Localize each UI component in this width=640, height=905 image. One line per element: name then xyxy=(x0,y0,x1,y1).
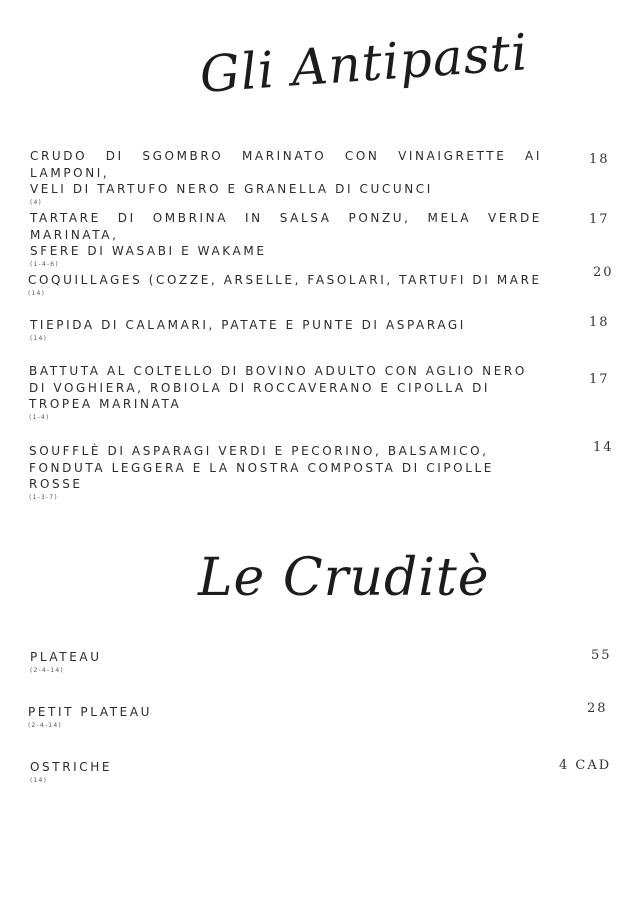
menu-item-allergens: (2-4-14) xyxy=(28,721,62,729)
menu-item xyxy=(29,363,541,421)
menu-item-name: CRUDO DI SGOMBRO MARINATO CON VINAIGRETTE AI LAMPONI, VELI DI TARTUFO NERO E GRANELLA DI CUCUNCI xyxy=(30,149,542,196)
menu-item-allergens: (1-4-6) xyxy=(30,260,59,268)
menu-item xyxy=(30,759,330,784)
menu-item xyxy=(28,704,328,729)
menu-item-price: 17 xyxy=(589,212,610,227)
menu-item-name: PETIT PLATEAU xyxy=(28,705,153,719)
menu-item-price: 17 xyxy=(589,372,610,387)
menu-item xyxy=(30,317,550,342)
menu-item-price: 18 xyxy=(589,152,610,167)
menu-item-allergens: (14) xyxy=(30,334,48,342)
menu-item-name: COQUILLAGES (COZZE, ARSELLE, FASOLARI, TARTUFI DI MARE xyxy=(28,273,542,287)
menu-item xyxy=(28,272,548,297)
menu-item-name: TIEPIDA DI CALAMARI, PATATE E PUNTE DI ASPARAGI xyxy=(30,318,466,332)
menu-item-allergens: (1-4) xyxy=(29,413,50,421)
menu-item-allergens: (2-4-14) xyxy=(30,666,64,674)
menu-item-price: 14 xyxy=(593,440,614,455)
menu-item xyxy=(30,148,542,206)
menu-item-allergens: (14) xyxy=(28,289,46,297)
menu-item-price: 18 xyxy=(589,315,610,330)
section-title-crudite: Le Cruditè xyxy=(198,548,490,608)
menu-item xyxy=(30,649,330,674)
menu-item-name: SOUFFLÈ DI ASPARAGI VERDI E PECORINO, BALSAMICO, FONDUTA LEGGERA E LA NOSTRA COMPOSTA DI CIPOLLE ROSSE xyxy=(29,444,494,491)
menu-item-price: 28 xyxy=(587,701,608,716)
menu-item-name: PLATEAU xyxy=(30,650,102,664)
menu-item xyxy=(29,443,541,501)
menu-item-price: 55 xyxy=(591,648,612,663)
menu-item-price: 20 xyxy=(593,265,614,280)
menu-item-allergens: (1-3-7) xyxy=(29,493,58,501)
menu-item-name: BATTUTA AL COLTELLO DI BOVINO ADULTO CON AGLIO NERO DI VOGHIERA, ROBIOLA DI ROCCAVERANO E CIPOLLA DI TROPEA MARINATA xyxy=(29,364,527,411)
menu-item-price: 4 CAD xyxy=(559,758,612,773)
menu-item-name: TARTARE DI OMBRINA IN SALSA PONZU, MELA VERDE MARINATA, SFERE DI WASABI E WAKAME xyxy=(30,211,542,258)
menu-item-name: OSTRICHE xyxy=(30,760,113,774)
section-title-antipasti: Gli Antipasti xyxy=(197,23,531,104)
menu-item-allergens: (4) xyxy=(30,198,43,206)
menu-item xyxy=(30,210,542,268)
menu-item-allergens: (14) xyxy=(30,776,48,784)
